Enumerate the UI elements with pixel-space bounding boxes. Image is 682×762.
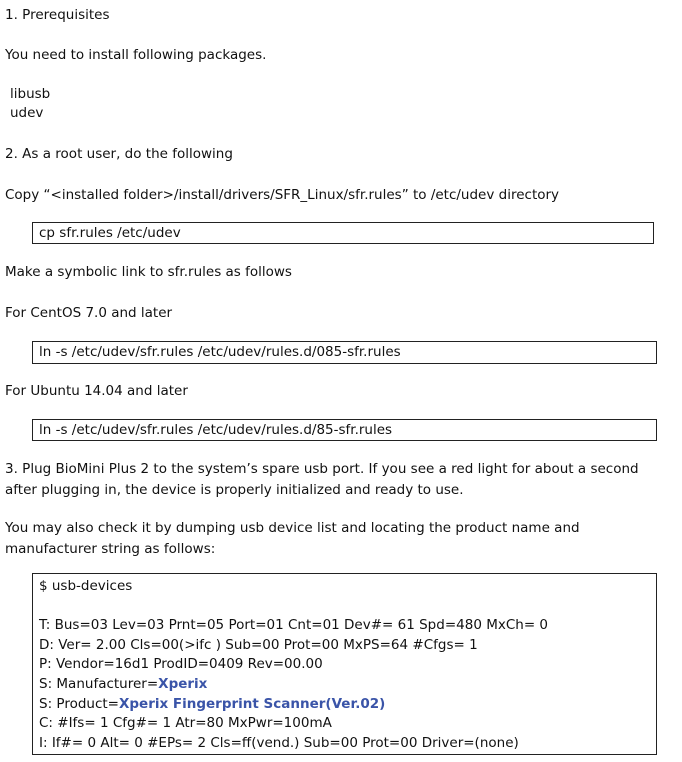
manufacturer-value: Xperix xyxy=(158,675,208,692)
ubuntu-command-box: ln -s /etc/udev/sfr.rules /etc/udev/rules.d/85-sfr.rules xyxy=(32,419,657,441)
copy-command-box: cp sfr.rules /etc/udev xyxy=(32,222,654,244)
symlink-instruction: Make a symbolic link to sfr.rules as follows xyxy=(5,264,292,280)
terminal-line-c: C: #Ifs= 1 Cfg#= 1 Atr=80 MxPwr=100mA xyxy=(39,715,332,732)
terminal-blank-line xyxy=(39,597,650,617)
terminal-line-manufacturer xyxy=(39,675,650,695)
package-udev: udev xyxy=(10,105,44,121)
check-text: You may also check it by dumping usb device list and locating the product name and manufacturer string as follows: xyxy=(5,520,580,557)
terminal-line-d: D: Ver= 2.00 Cls=00(>ifc ) Sub=00 Prot=00 MxPS=64 #Cfgs= 1 xyxy=(39,636,478,653)
terminal-line-product xyxy=(39,695,650,715)
manufacturer-prefix: S: Manufacturer= xyxy=(39,675,159,692)
terminal-line-t: T: Bus=03 Lev=03 Prnt=05 Port=01 Cnt=01 Dev#= 61 Spd=480 MxCh= 0 xyxy=(39,617,549,634)
step3-text: 3. Plug BioMini Plus 2 to the system’s spare usb port. If you see a red light for about a second after plugging in, the device is properly initialized and ready to use. xyxy=(5,461,639,498)
product-prefix: S: Product= xyxy=(39,695,119,712)
usb-devices-output-box xyxy=(32,573,657,755)
centos-command-box: ln -s /etc/udev/sfr.rules /etc/udev/rules.d/085-sfr.rules xyxy=(32,341,657,364)
centos-label: For CentOS 7.0 and later xyxy=(5,305,173,321)
copy-instruction: Copy “<installed folder>/install/drivers/SFR_Linux/sfr.rules” to /etc/udev directory xyxy=(5,187,560,203)
product-value: Xperix Fingerprint Scanner(Ver.02) xyxy=(118,695,386,712)
packages-intro: You need to install following packages. xyxy=(5,47,267,63)
ubuntu-label: For Ubuntu 14.04 and later xyxy=(5,383,188,399)
step2-heading: 2. As a root user, do the following xyxy=(5,146,233,162)
terminal-line-i: I: If#= 0 Alt= 0 #EPs= 2 Cls=ff(vend.) Sub=00 Prot=00 Driver=(none) xyxy=(39,734,519,751)
terminal-line-p: P: Vendor=16d1 ProdID=0409 Rev=00.00 xyxy=(39,656,323,673)
package-libusb: libusb xyxy=(10,86,51,102)
step1-heading: 1. Prerequisites xyxy=(5,7,110,23)
terminal-command: $ usb-devices xyxy=(39,578,133,594)
